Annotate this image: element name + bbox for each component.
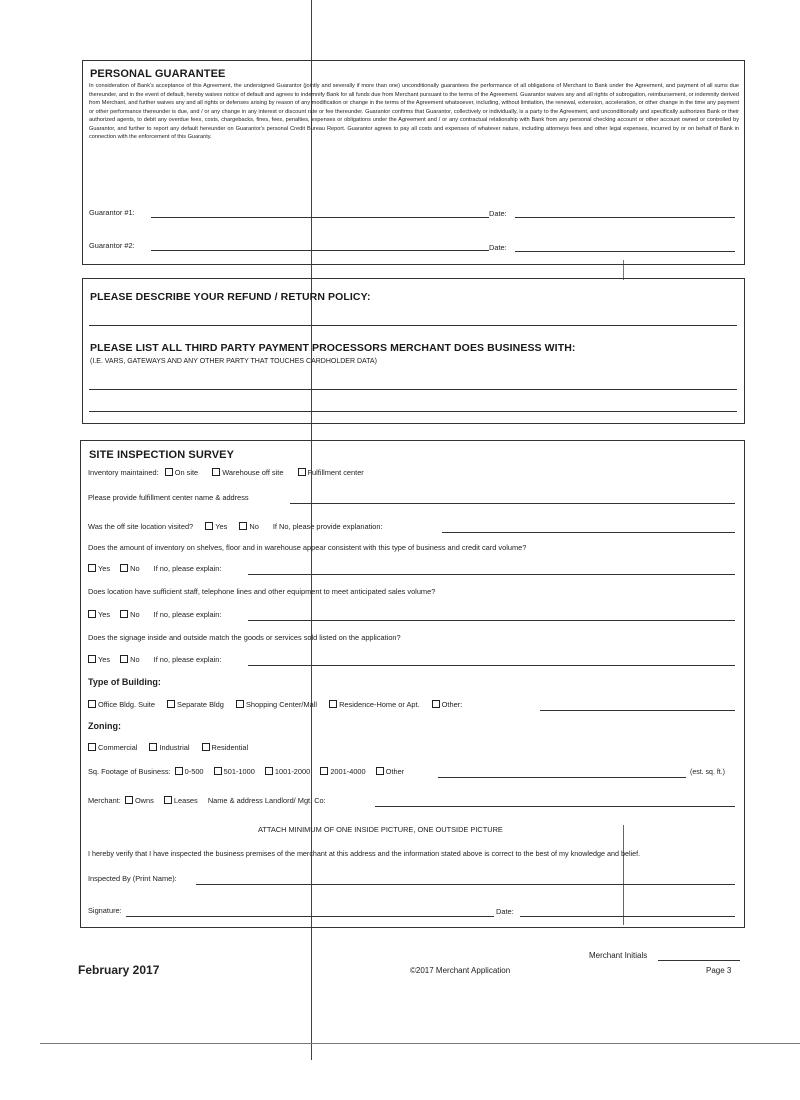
staff-no[interactable]: No xyxy=(120,610,139,619)
inventory-answer-row: Yes No If no, please explain: xyxy=(88,564,221,573)
inventory-no[interactable]: No xyxy=(120,564,139,573)
sqft-2001-4000[interactable]: 2001-4000 xyxy=(320,767,365,776)
processors-line-1[interactable] xyxy=(89,389,737,390)
checkbox[interactable] xyxy=(265,767,273,775)
processors-subtitle: (I.E. VARS, GATEWAYS AND ANY OTHER PARTY THAT TOUCHES CARDHOLDER DATA) xyxy=(90,358,377,365)
signature-date-field[interactable] xyxy=(520,916,735,917)
checkbox[interactable] xyxy=(88,743,96,751)
checkbox[interactable] xyxy=(214,767,222,775)
inventory-explain-field[interactable] xyxy=(248,574,735,575)
staff-explain-field[interactable] xyxy=(248,620,735,621)
signature-field[interactable] xyxy=(126,916,494,917)
guarantor2-date-field[interactable] xyxy=(515,251,735,252)
signage-question: Does the signage inside and outside match the goods or services sold listed on the application? xyxy=(88,633,401,642)
checkbox[interactable] xyxy=(298,468,306,476)
staff-yes[interactable]: Yes xyxy=(88,610,110,619)
merchant-leases[interactable]: Leases xyxy=(164,796,198,805)
building-office[interactable]: Office Bldg. Suite xyxy=(88,700,155,709)
offsite-yes[interactable]: Yes xyxy=(205,522,227,531)
checkbox[interactable] xyxy=(88,655,96,663)
sqft-row: Sq. Footage of Business: 0-500 501-1000 1001-2000 2001-4000 Other xyxy=(88,767,405,776)
guarantor2-field[interactable] xyxy=(151,250,489,251)
refund-policy-line[interactable] xyxy=(89,325,737,326)
offsite-row: Was the off site location visited? Yes No If No, please provide explanation: xyxy=(88,522,383,531)
zoning-industrial[interactable]: Industrial xyxy=(149,743,189,752)
guarantor2-date-label: Date: xyxy=(489,243,507,252)
fulfillment-field[interactable] xyxy=(290,503,735,504)
building-separate[interactable]: Separate Bldg xyxy=(167,700,224,709)
guarantor1-label: Guarantor #1: xyxy=(89,208,135,217)
footer-date: February 2017 xyxy=(78,963,160,977)
zoning-title: Zoning: xyxy=(88,721,121,731)
merchant-initials-field[interactable] xyxy=(658,960,740,961)
sqft-1001-2000[interactable]: 1001-2000 xyxy=(265,767,310,776)
inspected-by-label: Inspected By (Print Name): xyxy=(88,874,177,883)
landlord-field[interactable] xyxy=(375,806,735,807)
checkbox[interactable] xyxy=(175,767,183,775)
checkbox[interactable] xyxy=(120,564,128,572)
processors-title: PLEASE LIST ALL THIRD PARTY PAYMENT PROCESSORS MERCHANT DOES BUSINESS WITH: xyxy=(90,342,576,354)
inventory-yes[interactable]: Yes xyxy=(88,564,110,573)
guarantor1-date-label: Date: xyxy=(489,209,507,218)
refund-policy-title: PLEASE DESCRIBE YOUR REFUND / RETURN POLICY: xyxy=(90,291,371,303)
checkbox[interactable] xyxy=(202,743,210,751)
inspected-by-field[interactable] xyxy=(196,884,735,885)
signage-yes[interactable]: Yes xyxy=(88,655,110,664)
guarantor2-label: Guarantor #2: xyxy=(89,241,135,250)
refund-policy-section xyxy=(82,278,745,424)
personal-guarantee-text: In consideration of Bank's acceptance of this Agreement, the undersigned Guarantor (jointly and severally if more than one) unconditionally guarantees the performance of all obligations of Merchant to Bank under the Agreement, and payment of all sums due thereunder, and in the event of default, hereby waives notice of default and agrees to indemnify Bank for all funds due from Merchant pursuant to the terms of the Agreement. Guarantor waives any and all rights of subrogation, reimbursement, or indemnity derived from Merchant, and further waives any and all rights or defenses arising by reason of any modification or change in the terms of the Agreement whatsoever, including, without limitation, the renewal, extension, acceleration, or other change in the time any payment or other performance thereunder is due, and / or any change in any interest or discount rate or fee thereunder. Guarantor confirms that Guarantor, collectively or individually, is a party to the Agreement, and unconditionally and specifically authorizes Bank or their authorized agents, to debit any overdue fees, costs, chargebacks, fines, fees, penalties, expenses or obligations under the Agreement and / or any contractual relationship with Bank from any personal checking account or other account owned or controlled by Guarantor, and further to report any default hereunder on Guarantor's personal Credit Bureau Report. Guarantor agrees to pay all costs and expenses of whatever nature, including attorneys fees and other legal expenses, incurred by or on behalf of Bank in connection with the enforcement of this Guaranty. xyxy=(89,83,739,140)
checkbox[interactable] xyxy=(236,700,244,708)
inventory-row xyxy=(88,468,364,477)
checkbox[interactable] xyxy=(120,610,128,618)
fulfillment-label: Please provide fulfillment center name & address xyxy=(88,493,249,502)
checkbox[interactable] xyxy=(88,610,96,618)
building-title: Type of Building: xyxy=(88,677,161,687)
personal-guarantee-section xyxy=(82,60,745,265)
merchant-initials-label: Merchant Initials xyxy=(589,951,648,960)
personal-guarantee-title: PERSONAL GUARANTEE xyxy=(90,68,226,80)
building-mall[interactable]: Shopping Center/Mall xyxy=(236,700,317,709)
checkbox[interactable] xyxy=(205,522,213,530)
footer-page: Page 3 xyxy=(706,966,732,975)
staff-answer-row: Yes No If no, please explain: xyxy=(88,610,221,619)
zoning-residential[interactable]: Residential xyxy=(202,743,249,752)
checkbox[interactable] xyxy=(125,796,133,804)
offsite-no[interactable]: No xyxy=(239,522,258,531)
sqft-unit: (est. sq. ft.) xyxy=(690,769,726,776)
checkbox[interactable] xyxy=(88,700,96,708)
processors-line-2[interactable] xyxy=(89,411,737,412)
signage-answer-row: Yes No If no, please explain: xyxy=(88,655,221,664)
inventory-onsite[interactable]: On site xyxy=(165,468,198,477)
checkbox[interactable] xyxy=(376,767,384,775)
checkbox[interactable] xyxy=(329,700,337,708)
signage-no[interactable]: No xyxy=(120,655,139,664)
guarantor1-field[interactable] xyxy=(151,217,489,218)
inventory-warehouse[interactable]: Warehouse off site xyxy=(212,468,283,477)
verify-statement: I hereby verify that I have inspected the business premises of the merchant at this address and the information stated above is correct to the best of my knowledge and belief. xyxy=(88,849,641,858)
checkbox[interactable] xyxy=(149,743,157,751)
sqft-other-field[interactable] xyxy=(438,777,686,778)
signature-label: Signature: xyxy=(88,906,122,915)
checkbox[interactable] xyxy=(88,564,96,572)
sqft-other[interactable]: Other xyxy=(376,767,404,776)
checkbox[interactable] xyxy=(212,468,220,476)
scan-artifact-line xyxy=(40,1043,800,1044)
offsite-explanation-field[interactable] xyxy=(442,532,735,533)
checkbox[interactable] xyxy=(164,796,172,804)
sqft-0-500[interactable]: 0-500 xyxy=(175,767,204,776)
guarantor1-date-field[interactable] xyxy=(515,217,735,218)
footer-copyright: ©2017 Merchant Application xyxy=(410,966,511,975)
checkbox[interactable] xyxy=(432,700,440,708)
attach-note: ATTACH MINIMUM OF ONE INSIDE PICTURE, ONE OUTSIDE PICTURE xyxy=(258,825,503,834)
checkbox[interactable] xyxy=(120,655,128,663)
merchant-owns[interactable]: Owns xyxy=(125,796,154,805)
inventory-fulfillment[interactable]: Fulfillment center xyxy=(298,468,364,477)
merchant-row: Merchant: Owns Leases Name & address Landlord/ Mgt. Co: xyxy=(88,796,326,805)
zoning-commercial[interactable]: Commercial xyxy=(88,743,137,752)
checkbox[interactable] xyxy=(165,468,173,476)
signature-date-label: Date: xyxy=(496,907,514,916)
inventory-question: Does the amount of inventory on shelves, floor and in warehouse appear consistent with this type of business and credit card volume? xyxy=(88,543,527,552)
building-row xyxy=(88,700,462,709)
inventory-label: Inventory maintained: xyxy=(88,468,159,477)
staff-question: Does location have sufficient staff, telephone lines and other equipment to meet anticipated sales volume? xyxy=(88,587,436,596)
checkbox[interactable] xyxy=(167,700,175,708)
zoning-row xyxy=(88,743,248,752)
checkbox[interactable] xyxy=(320,767,328,775)
checkbox[interactable] xyxy=(239,522,247,530)
building-residence[interactable]: Residence-Home or Apt. xyxy=(329,700,420,709)
signage-explain-field[interactable] xyxy=(248,665,735,666)
building-other[interactable]: Other: xyxy=(432,700,463,709)
site-inspection-title: SITE INSPECTION SURVEY xyxy=(89,449,235,461)
building-other-field[interactable] xyxy=(540,710,735,711)
sqft-501-1000[interactable]: 501-1000 xyxy=(214,767,255,776)
